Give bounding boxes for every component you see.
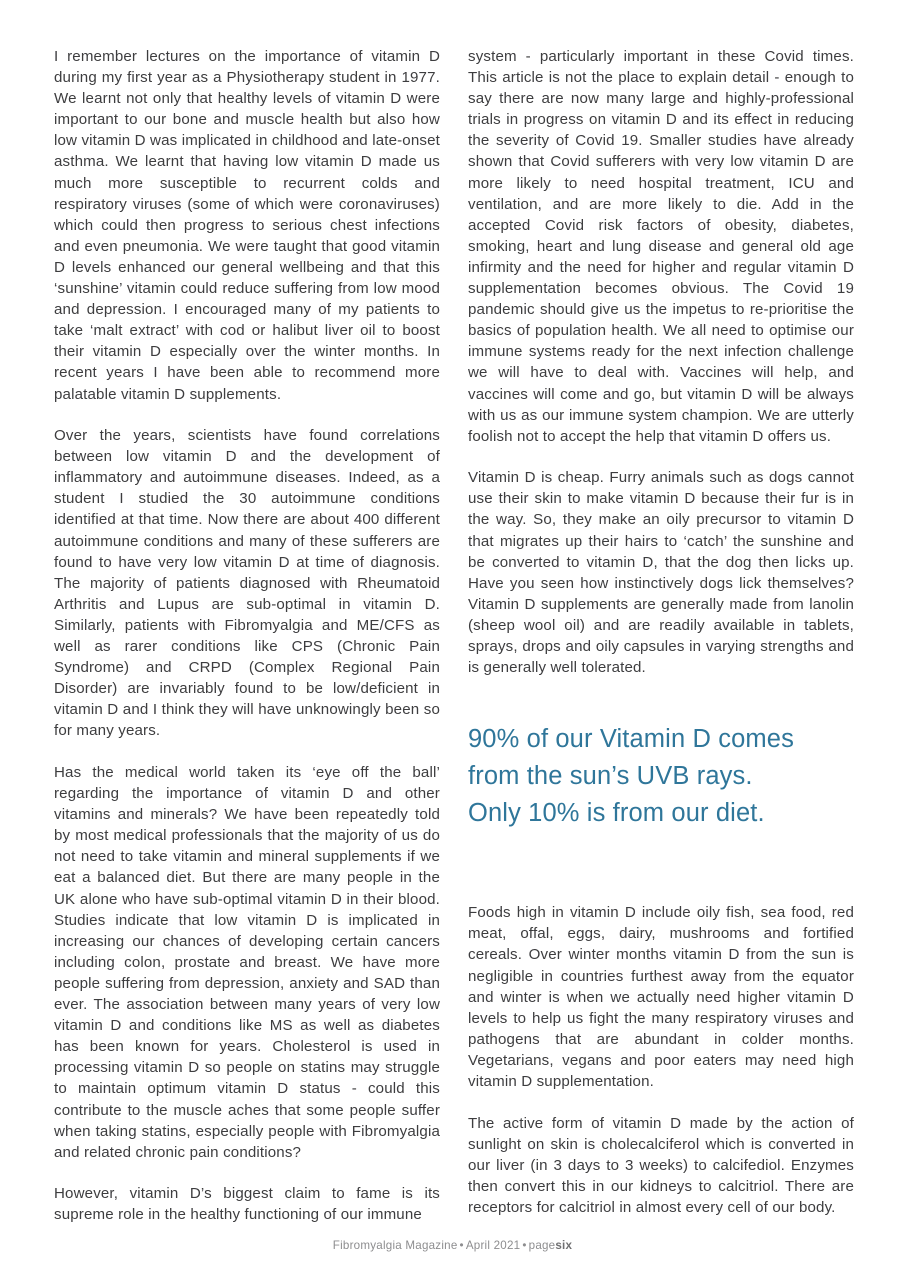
- right-column: [468, 46, 854, 1218]
- footer-separator: •: [459, 1239, 464, 1252]
- article-columns: [54, 46, 854, 1224]
- pull-quote-line: from the sun’s UVB rays.: [468, 762, 753, 791]
- paragraph: I remember lectures on the importance of vitamin D during my first year as a Physiotherapy student in 1977. We learnt not only that healthy levels of vitamin D were important to our bone and muscle health but also how low vitamin D was implicated in childhood and late-onset asthma. We learnt that having low vitamin D made us much more susceptible to recurrent colds and respiratory viruses (some of which were coronaviruses) which could then progress to serious chest infections and even pneumonia. We were taught that good vitamin D levels enhanced our general wellbeing and that this ‘sunshine’ vitamin could reduce suffering from low mood and depression. I encouraged many of my patients to take ‘malt extract’ with cod or halibut liver oil to boost their vitamin D especially over the winter months. In recent years I have been able to recommend more palatable vitamin D supplements.: [54, 48, 440, 403]
- footer-page-number: six: [555, 1239, 573, 1252]
- pull-quote-line: 90% of our Vitamin D comes: [468, 725, 794, 754]
- footer-publication: Fibromyalgia Magazine: [332, 1239, 458, 1252]
- paragraph: However, vitamin D’s biggest claim to fame is its supreme role in the healthy functioning of our immune: [54, 1185, 440, 1224]
- paragraph: The active form of vitamin D made by the action of sunlight on skin is cholecalciferol which is converted in our liver (in 3 days to 3 weeks) to calcifediol. Enzymes then convert this in our kidneys to calcitriol. There are receptors for calcitriol in almost every cell of our body.: [468, 1114, 854, 1216]
- left-column: [54, 46, 440, 1225]
- paragraph: system - particularly important in these Covid times. This article is not the place to explain detail - enough to say there are now many large and highly-professional trials in progress on vitamin D and its effect in reducing the severity of Covid 19. Smaller studies have already shown that Covid sufferers with very low vitamin D are more likely to need hospital treatment, ICU and ventilation, and are more likely to die. Add in the accepted Covid risk factors of obesity, diabetes, smoking, heart and lung disease and general old age infirmity and the need for higher and regular vitamin D supplementation becomes obvious. The Covid 19 pandemic should give us the impetus to re-prioritise the basics of population health. We all need to optimise our immune systems ready for the next infection challenge we will have to deal with. Vaccines will help, and vaccines will come and go, but vitamin D will be always with us as our immune system champion. We are utterly foolish not to accept the help that vitamin D offers us.: [468, 48, 854, 445]
- paragraph: Over the years, scientists have found correlations between low vitamin D and the development of inflammatory and autoimmune diseases. Indeed, as a student I studied the 30 autoimmune conditions identified at that time. Now there are about 400 different autoimmune conditions and many of these sufferers are found to have very low vitamin D at time of diagnosis. The majority of patients diagnosed with Rheumatoid Arthritis and Lupus are sub-optimal in vitamin D. Similarly, patients with Fibromyalgia and ME/CFS as well as rarer conditions like CPS (Chronic Pain Syndrome) and CRPD (Complex Regional Pain Disorder) are invariably found to be low/deficient in vitamin D and I think they will have unknowingly been so for many years.: [54, 427, 440, 740]
- paragraph: Foods high in vitamin D include oily fish, sea food, red meat, offal, eggs, dairy, mushrooms and fortified cereals. Over winter months vitamin D from the sun is negligible in countries furthest away from the equator and winter is when we actually need higher vitamin D levels to help us fight the many respiratory viruses and pathogens that are abundant in colder months. Vegetarians, vegans and poor eaters may need high vitamin D supplementation.: [468, 904, 854, 1090]
- pull-quote: [468, 721, 854, 832]
- page-footer: [0, 1239, 905, 1253]
- footer-page-label: page: [528, 1239, 556, 1252]
- paragraph: Vitamin D is cheap. Furry animals such as dogs cannot use their skin to make vitamin D because their fur is in the way. So, they make an oily precursor to vitamin D that migrates up their hairs to ‘catch’ the sunshine and be converted to vitamin D, that the dog then licks up. Have you seen how instinctively dogs lick themselves? Vitamin D supplements are generally made from lanolin (sheep wool oil) and are readily available in tablets, sprays, drops and oily capsules in varying strengths and is generally well tolerated.: [468, 469, 854, 677]
- paragraph: Has the medical world taken its ‘eye off the ball’ regarding the importance of vitamin D and other vitamins and minerals? We have been repeatedly told by most medical professionals that the majority of us do not need to take vitamin and mineral supplements if we eat a balanced diet. But there are many people in the UK alone who have sub-optimal vitamin D in their blood. Studies indicate that low vitamin D is implicated in increasing our chances of developing certain cancers including colon, prostate and breast. We have more people suffering from depression, anxiety and SAD than ever. The association between many years of very low vitamin D and conditions like MS as well as diabetes has been known for years. Cholesterol is used in processing vitamin D so people on statins may struggle to maintain optimum vitamin D status - could this contribute to the muscle aches that some people suffer when taking statins, especially people with Fibromyalgia and related chronic pain conditions?: [54, 764, 440, 1161]
- footer-issue-date: April 2021: [465, 1239, 521, 1252]
- footer-separator: •: [522, 1239, 527, 1252]
- pull-quote-line: Only 10% is from our diet.: [468, 799, 765, 828]
